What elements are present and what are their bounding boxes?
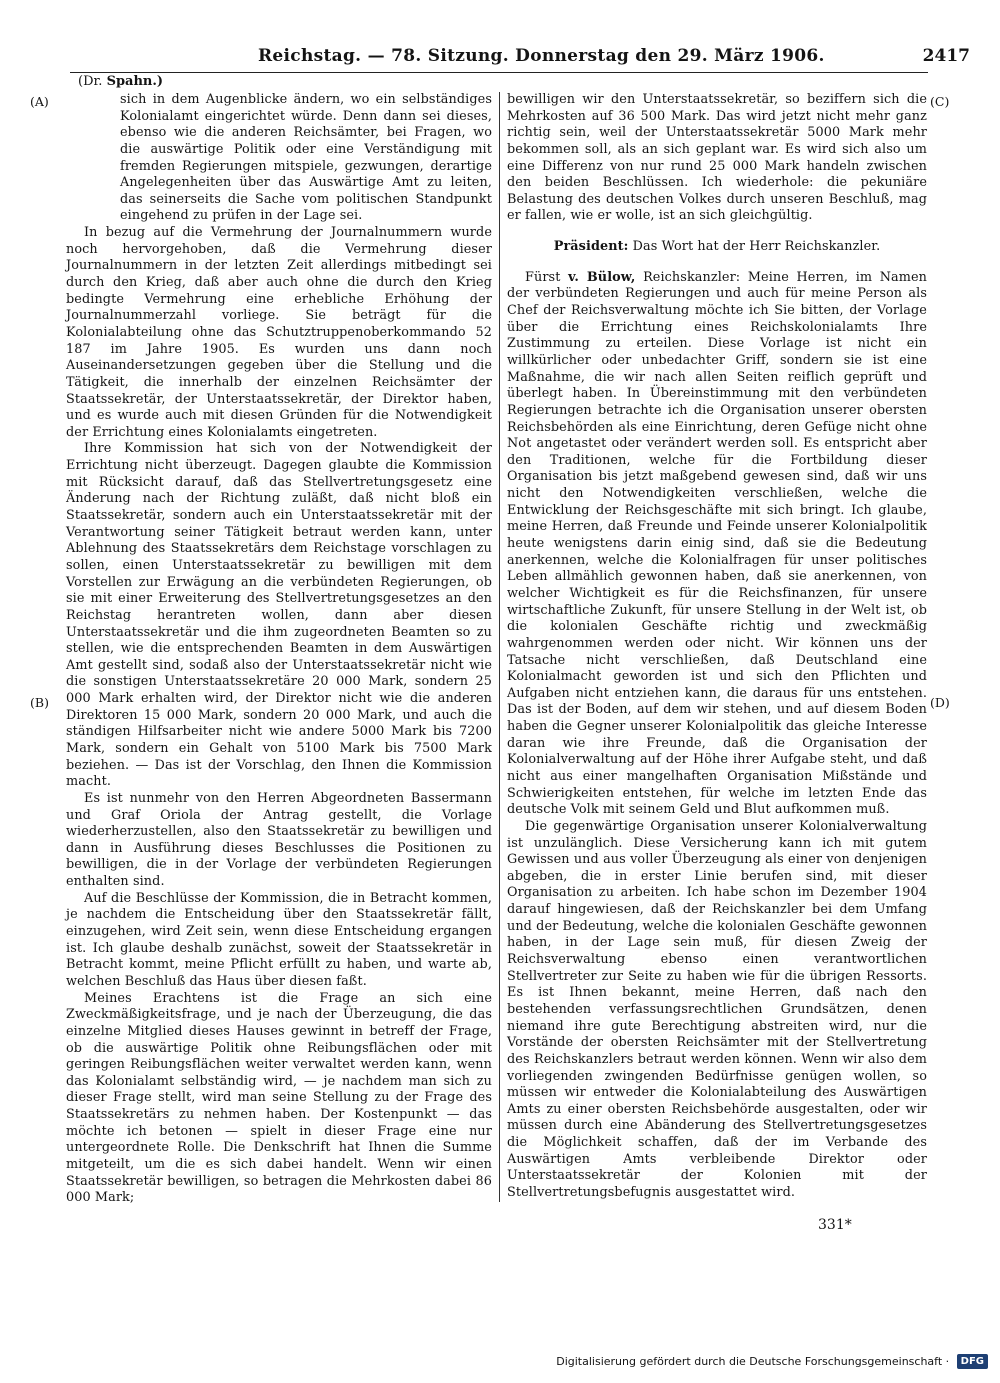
dfg-logo: DFG — [957, 1354, 988, 1369]
margin-mark-b: (B) — [30, 695, 49, 710]
left-paragraph-2: In bezug auf die Vermehrung der Journalnummern wurde noch hervorgehoben, daß die Vermehrung dieser Journalnummern in der letzten Zeit allerdings mitbedingt sei durch den Krieg, daß aber auch ohne die durch den Krieg bedingte Vermehrung eine erhebliche Erhöhung der Journalnummerzahl vorliege. Sie beträgt für die Kolonialabteilung ohne das Schutztruppenoberkommando 52 187 im Jahre 1905. Es wurden uns dann noch Auseinandersetzungen gegeben über die Stellung und die Tätigkeit, die innerhalb der einzelnen Reichsämter der Staatssekretär, der Unterstaatssekretär, der Direktor haben, und es wurde auch mit diesen Gründen für die Notwendigkeit der Errichtung eines Kolonialamts eingetreten. — [66, 225, 492, 440]
president-text: Das Wort hat der Herr Reichskanzler. — [632, 239, 881, 255]
left-paragraph-4: Es ist nunmehr von den Herren Abgeordneten Bassermann und Graf Oriola der Antrag gestellt, die Vorlage wiederherzustellen, also den Staatssekretär zu bewilligen und dann in Ausführung dieses Beschlusses die Positionen zu bewilligen, die in der Vorlage der verbündeten Regierungen enthalten sind. — [66, 790, 492, 890]
left-paragraph-3: Ihre Kommission hat sich von der Notwendigkeit der Errichtung nicht überzeugt. Dagegen glaubte die Kommission mit Rücksicht darauf, daß das Stellvertretungsgesetz eine Änderung nach der Richtung zuläßt, daß nicht bloß ein Staatssekretär, sondern auch ein Unterstaatssekretär mit der Verantwortung seiner Tätigkeit betraut werden kann, unter Ablehnung des Staatssekretärs dem Reichstage vorschlagen zu sollen, einen Unterstaatssekretär zu bewilligen mit dem Vorstellen zur Erwägung an die verbündeten Regierungen, ob sie mit einer Erweiterung des Stellvertretungsgesetzes an den Reichstag herantreten wollen, dann aber diesen Unterstaatssekretär und die ihm zugeordneten Beamten so zu stellen, wie die entsprechenden Beamten in dem Auswärtigen Amt gestellt sind, sodaß also der Unterstaatssekretär nicht wie die sonstigen Unterstaatssekretäre 20 000 Mark, sondern 25 000 Mark erhalten wird, der Direktor nicht wie die anderen Direktoren 15 000 Mark, sondern 20 000 Mark, und auch die ständigen Hilfsarbeiter nicht wie andere 5000 Mark bis 7200 Mark, sondern ein Gehalt von 5100 Mark bis 7500 Mark beziehen. — Das ist der Vorschlag, den Ihnen die Kommission macht. — [66, 441, 492, 790]
page-header — [240, 44, 970, 68]
chancellor-paragraph — [507, 270, 927, 819]
left-paragraph-6: Meines Erachtens ist die Frage an sich eine Zweckmäßigkeitsfrage, und je nach der Überzeugung, die das einzelne Mitglied dieses Hauses gewinnt in betreff der Frage, ob die auswärtige Politik ohne Reibungsflächen oder mit geringen Reibungsflächen weiter verwaltet werden kann, wenn das Kolonialamt selbständig wird, — je nachdem man sich zu dieser Frage stellt, wird man seine Stellung zu der Frage des Staatssekretärs zu nehmen haben. Der Kostenpunkt — das möchte ich betonen — spielt in dieser Frage eine nur untergeordnete Rolle. Die Denkschrift hat Ihnen die Summe mitgeteilt, um die es sich dabei handelt. Wenn wir einen Staatssekretär bewilligen, so betragen die Mehrkosten dabei 86 000 Mark; — [66, 990, 492, 1206]
speaker-name: Spahn.) — [106, 74, 164, 89]
left-paragraph-5: Auf die Beschlüsse der Kommission, die in Betracht kommen, je nachdem die Entscheidung über den Staatssekretär fällt, einzugehen, wird Zeit sein, wenn diese Entscheidung ergangen ist. Ich glaube deshalb zunächst, soweit der Staatssekretär in Betracht kommt, meine Pflicht erfüllt zu haben, und warte ab, welchen Beschluß das Haus über diesen faßt. — [66, 890, 492, 989]
page-number: 2417 — [922, 46, 970, 66]
footer-text: Digitalisierung gefördert durch die Deutsche Forschungsgemeinschaft · — [556, 1355, 950, 1368]
right-paragraph-4: Die gegenwärtige Organisation unserer Kolonialverwaltung ist unzulänglich. Diese Versicherung kann ich mit gutem Gewissen und aus voller Überzeugung als einer von denjenigen abgeben, die in erster Linie berufen sind, mit dieser Organisation zu arbeiten. Ich habe schon im Dezember 1904 darauf hingewiesen, daß der Reichskanzler bei dem Umfang und der Bedeutung, welche die kolonialen Geschäfte gewonnen haben, in der Lage sein muß, für diesen Zweig der Reichsverwaltung ebenso einen verantwortlichen Stellvertreter zur Seite zu haben wie für die übrigen Ressorts. Es ist Ihnen bekannt, meine Herren, daß nach den bestehenden verfassungsrechtlichen Grundsätzen, denen niemand ihre gute Berechtigung abstreiten wird, nur die Vorstände der obersten Reichsämter mit der Stellvertretung des Reichskanzlers betraut werden können. Wenn wir also dem vorliegenden zwingenden Bedürfnisse genügen wollen, so müssen wir entweder die Kolonialabteilung des Auswärtigen Amts zu einer obersten Reichsbehörde ausgestalten, oder wir müssen durch eine Abänderung des Stellvertretungsgesetzes die Möglichkeit schaffen, daß der im Verbande des Auswärtigen Amts verbleibende Direktor oder Unterstaatssekretär der Kolonien mit der Stellvertretungsbefugnis ausgestattet wird. — [507, 818, 927, 1200]
signature-mark: 331* — [818, 1217, 852, 1233]
margin-mark-a: (A) — [30, 94, 49, 109]
left-paragraph-1: sich in dem Augenblicke ändern, wo ein selbständiges Kolonialamt eingerichtet würde. Denn dann sei dieses, ebenso wie die anderen Reichsämter, bei Fragen, wo die auswärtige Politik oder eine Verständigung mit fremden Regierungen mitspiele, gezwungen, derartige Angelegenheiten über das Auswärtige Amt zu leiten, das seinerseits die Sache vom politischen Standpunkt eingehend zu prüfen in der Lage sei. — [120, 92, 492, 224]
president-label: Präsident: — [553, 239, 629, 255]
right-paragraph-1: bewilligen wir den Unterstaatssekretär, so beziffern sich die Mehrkosten auf 36 500 Mark. Das wird jetzt nicht mehr ganz richtig sein, weil der Unterstaatssekretär 5000 Mark mehr bekommen soll, als an sich geplant war. Es wird sich also um eine Differenz von nur rund 25 000 Mark handeln zwischen den beiden Beschlüssen. Ich wiederhole: die pekuniäre Belastung des deutschen Volkes durch unseren Beschluß, mag er fallen, wie er wolle, ist an sich gleichgültig. — [507, 92, 927, 224]
chancellor-text: Meine Herren, im Namen der verbündeten Regierungen und auch für meine Person als Chef der Reichsverwaltung möchte ich Sie bitten, der Vorlage über die Errichtung eines Reichskolonialamts Ihre Zustimmung zu erteilen. Diese Vorlage ist nicht ein willkürlicher oder unbedachter Griff, sondern sie ist eine Maßnahme, die wir nach allen Seiten reiflich geprüft und überlegt haben. In Übereinstimmung mit den verbündeten Regierungen betrachte ich die Organisation unserer obersten Reichsbehörden als eine Einrichtung, deren Gefüge nicht ohne Not angetastet oder verändert werden soll. Es entspricht aber den Traditionen, welche für die Fortbildung dieser Organisation bis jetzt maßgebend gewesen sind, daß wir uns nicht den Notwendigkeiten verschließen, welche die Entwicklung der Reichsgeschäfte mit sich bringt. Ich glaube, meine Herren, daß Freunde und Feinde unserer Kolonialpolitik heute wenigstens darin einig sind, daß sie die Bedeutung anerkennen, welche die Kolonialfragen für unser politisches Leben allmählich gewonnen haben, daß sie anerkennen, von welcher Wichtigkeit es für die Reichsfinanzen, für unsere wirtschaftliche Zukunft, für unsere Stellung in der Welt ist, ob die kolonialen Geschäfte richtig und zweckmäßig wahrgenommen werden oder nicht. Wir können uns der Tatsache nicht verschließen, daß Deutschland eine Kolonialmacht geworden ist und sich den Pflichten und Aufgaben nicht entziehen kann, die daraus für uns entstehen. Das ist der Boden, auf dem wir stehen, und auf diesem Boden haben die Gegner unserer Kolonialpolitik das gleiche Interesse daran wie ihre Freunde, daß die Organisation der Kolonialverwaltung auf der Höhe ihrer Aufgabe steht, und daß nicht aus einer mangelhaften Organisation Mißstände und Schwierigkeiten entstehen, für welche im letzten Ende das deutsche Volk mit seinem Geld und Blut aufkommen muß. — [507, 269, 928, 818]
header-rule — [70, 72, 928, 73]
margin-mark-c: (C) — [930, 94, 950, 109]
speaker-label — [78, 74, 163, 89]
column-divider — [499, 92, 500, 1202]
chancellor-title: Fürst — [525, 269, 561, 285]
right-column — [507, 92, 927, 1207]
speaker-prefix: (Dr. — [78, 74, 103, 89]
running-title: Reichstag. — 78. Sitzung. Donnerstag den 29. März 1906. — [258, 46, 825, 66]
chancellor-name: v. Bülow, — [568, 269, 636, 285]
president-paragraph — [507, 239, 927, 256]
left-column — [66, 92, 492, 1207]
chancellor-role: Reichskanzler: — [643, 269, 741, 285]
footer-credit — [556, 1354, 988, 1372]
margin-mark-d: (D) — [930, 695, 950, 710]
